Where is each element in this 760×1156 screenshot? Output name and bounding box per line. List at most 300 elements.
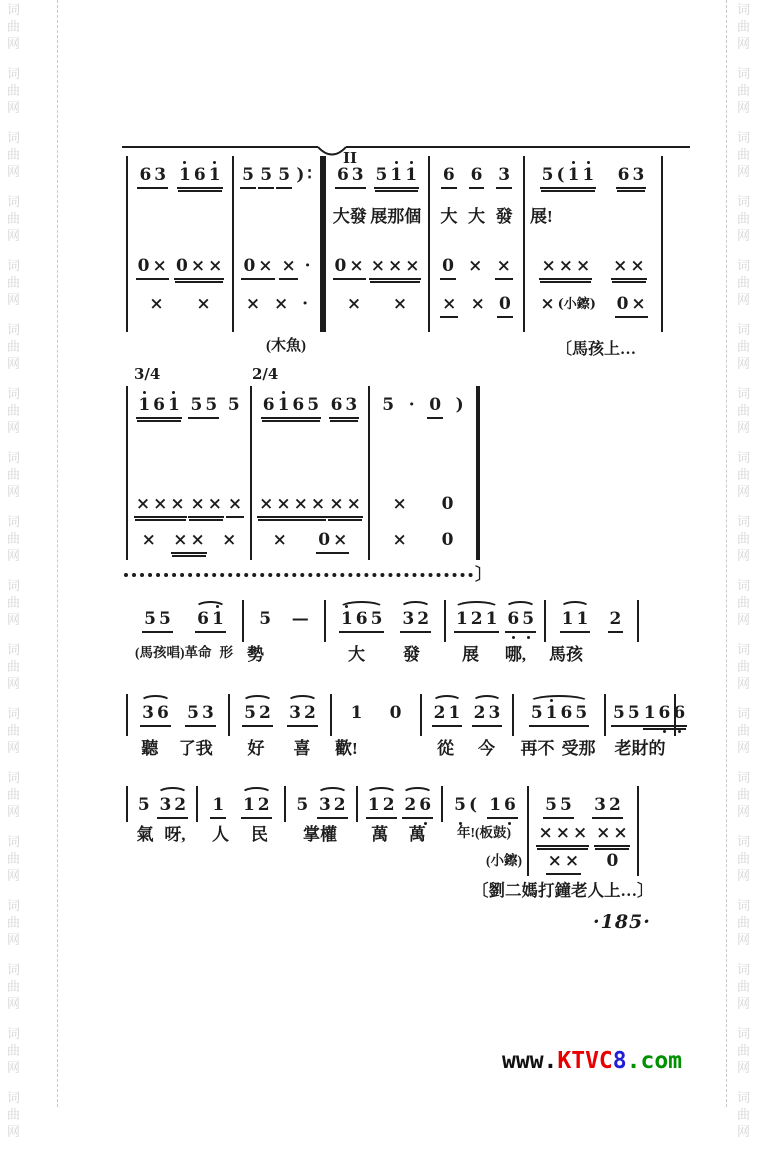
lyric-syllable: 掌權 (303, 825, 337, 844)
note: × (274, 294, 289, 314)
cell-content (126, 642, 242, 661)
watermark-text (737, 580, 750, 627)
note-group (374, 167, 420, 189)
cell-content (230, 694, 330, 727)
time-signature: 2/4 (252, 365, 279, 383)
note-group (611, 258, 647, 280)
measure-cell (126, 292, 232, 332)
note-group (188, 397, 219, 419)
watermark-char: 词 (737, 3, 751, 18)
watermark-text (737, 388, 750, 435)
watermark-text (737, 836, 750, 883)
note-group (349, 705, 365, 723)
note-group (608, 611, 624, 633)
note: × (540, 294, 555, 314)
watermark-text (7, 452, 20, 499)
watermark-char: 曲 (7, 212, 21, 227)
note: — (291, 609, 309, 629)
note: 6 (419, 795, 432, 815)
measure-cell (544, 642, 639, 674)
note-group (380, 397, 396, 415)
watermark-text (737, 132, 750, 179)
note: 5 (144, 609, 156, 629)
cell-content (420, 736, 512, 759)
note-group (147, 296, 165, 314)
note: × (496, 256, 511, 276)
note-group (391, 296, 409, 314)
lyric-syllable: 發 (403, 645, 420, 664)
watermark-text (737, 260, 750, 307)
note-group (369, 258, 422, 280)
watermark-text (737, 68, 750, 115)
note: × (392, 494, 407, 514)
note: 6 (157, 703, 169, 723)
note: 5 (545, 795, 557, 815)
note: 5 (259, 609, 272, 629)
measure-cell (250, 528, 368, 560)
note: × (555, 823, 570, 843)
note-group (136, 397, 182, 419)
cell-content (252, 528, 368, 554)
measure-cell (428, 292, 523, 332)
note-group (329, 397, 360, 419)
note: × (259, 494, 274, 514)
note: 3 (488, 703, 501, 723)
note: × (272, 530, 287, 550)
note: 2 (382, 795, 395, 815)
note: × (245, 294, 261, 314)
note: 5 (522, 609, 535, 629)
note-group (294, 797, 310, 815)
note: 3 (345, 395, 358, 415)
note: 1 (545, 703, 558, 723)
watermark-char: 词 (737, 451, 751, 466)
note: 2 (473, 703, 486, 723)
note-group (226, 397, 242, 415)
note-group (472, 705, 503, 727)
watermark-char: 词 (737, 1027, 751, 1042)
cell-content (356, 822, 441, 845)
right-dashed-border (726, 0, 727, 1107)
note: 0 (441, 530, 454, 550)
note-group (257, 611, 273, 629)
cell-content (441, 850, 527, 869)
measure-cell (428, 156, 523, 204)
measure-cell (368, 492, 476, 528)
watermark-char: 曲 (7, 852, 21, 867)
note-group (496, 167, 512, 189)
note: 1 (138, 395, 151, 415)
note: 5 (530, 703, 543, 723)
note: 6 (262, 395, 275, 415)
measure-cell (284, 786, 356, 822)
watermark-text (737, 516, 750, 563)
watermark-char: 网 (737, 165, 751, 180)
watermark-char: 网 (7, 677, 21, 692)
watermark-char: 网 (737, 1125, 751, 1140)
watermark-char: 曲 (7, 660, 21, 675)
watermark-char: 网 (7, 869, 21, 884)
watermark-char: 网 (737, 37, 751, 52)
watermark-char: 曲 (7, 1108, 21, 1123)
note: 2 (257, 795, 270, 815)
cell-content (234, 254, 320, 280)
note: 1 (489, 795, 502, 815)
note-group (546, 853, 582, 875)
watermark-char: 曲 (737, 532, 751, 547)
lyric-syllable: 馬孩 (549, 645, 583, 664)
system-grid (126, 386, 480, 560)
note: 5 (242, 165, 254, 185)
watermark-char: 词 (7, 323, 21, 338)
measure-cell (368, 432, 476, 492)
note: × (135, 494, 151, 514)
watermark-char: 网 (737, 805, 751, 820)
note: 1 (208, 165, 221, 185)
watermark-text (737, 644, 750, 691)
cell-content (252, 492, 368, 518)
measure-cell (126, 156, 232, 204)
watermark-char: 词 (737, 899, 751, 914)
note-group (592, 797, 623, 819)
note: 1 (643, 703, 656, 723)
measure-cell (126, 204, 232, 254)
note: × (392, 530, 407, 550)
measure-cell (242, 642, 324, 674)
note: 1 (405, 165, 418, 185)
measure-cell (228, 736, 330, 768)
watermark-char: 词 (7, 387, 21, 402)
cell-content (422, 694, 512, 727)
measure-cell (324, 292, 428, 332)
watermark-char: 曲 (7, 404, 21, 419)
note-group (529, 705, 589, 727)
note: 2 (304, 703, 316, 723)
note: × (170, 494, 185, 514)
note-group (432, 705, 463, 727)
measure-cell (444, 642, 544, 674)
cell-content (196, 822, 284, 845)
watermark-char: 曲 (737, 788, 751, 803)
cell-content (326, 292, 428, 314)
note: 3 (289, 703, 301, 723)
watermark-text (7, 68, 20, 115)
note: 0 (499, 294, 511, 314)
watermark-char: 网 (7, 1125, 21, 1140)
note: × (575, 256, 591, 276)
note: ) (455, 395, 464, 415)
lyric-syllable: (小鑔) (486, 853, 522, 868)
cell-content (326, 600, 444, 633)
cell-content (430, 204, 523, 227)
watermark-char: 曲 (737, 660, 751, 675)
watermark-char: 网 (7, 165, 21, 180)
watermark-char: 词 (7, 579, 21, 594)
note: 6 (330, 395, 343, 415)
note: 1 (168, 395, 180, 415)
percussion-continuation-line (124, 560, 492, 585)
lyric-syllable: 老財的 (614, 739, 666, 758)
double-barline (476, 492, 480, 528)
note-group (427, 397, 443, 419)
watermark-char: 词 (737, 771, 751, 786)
note: 1 (340, 609, 353, 629)
watermark-text (7, 900, 20, 947)
cell-content (126, 822, 196, 845)
watermark-char: 词 (7, 835, 21, 850)
watermark-char: 词 (737, 323, 751, 338)
note: 1 (582, 165, 595, 185)
lyric-syllable: 好 (247, 739, 265, 758)
measure-cell (228, 694, 330, 736)
note: 6 (355, 609, 368, 629)
cell-content (126, 736, 228, 759)
note: 3 (632, 165, 645, 185)
note-group (194, 296, 212, 314)
note: 5 (307, 395, 320, 415)
watermark-char: 词 (7, 1091, 21, 1106)
measure-cell (544, 600, 639, 642)
note-group (261, 397, 321, 419)
lyric-syllable: 再不 (520, 739, 555, 758)
measure-cell (232, 204, 320, 254)
note: 0 (318, 530, 331, 550)
cell-content (234, 156, 320, 189)
note-group (241, 258, 274, 280)
note: ( (468, 795, 477, 815)
watermark-char: 网 (737, 229, 751, 244)
watermark-text (7, 324, 20, 371)
watermark-char: 曲 (737, 148, 751, 163)
measure-cell (126, 600, 242, 642)
cell-content (444, 642, 544, 665)
note: 3 (402, 609, 415, 629)
measure-cell (196, 786, 284, 822)
measure-cell (196, 850, 284, 876)
cell-content (525, 292, 661, 318)
note-group (540, 167, 597, 189)
score-system-1 (126, 156, 663, 332)
measure-cell (441, 850, 527, 876)
cell-content (546, 600, 637, 633)
note: · (302, 294, 309, 314)
note: × (346, 494, 361, 514)
site-watermark-part: www. (502, 1048, 558, 1074)
note: 6 (193, 165, 206, 185)
note-group (136, 797, 152, 815)
note: × (208, 256, 223, 276)
note: × (346, 294, 362, 314)
measure-cell (324, 156, 428, 204)
note-group (366, 797, 397, 819)
cell-content (606, 694, 686, 727)
measure-cell (368, 528, 476, 560)
note: × (141, 530, 156, 550)
watermark-char: 词 (7, 643, 21, 658)
watermark-text (737, 1028, 750, 1075)
note: 5 (613, 703, 625, 723)
note-group (171, 532, 207, 554)
watermark-text (7, 644, 20, 691)
watermark-text (7, 196, 20, 243)
watermark-char: 曲 (7, 596, 21, 611)
watermark-char: 网 (737, 101, 751, 116)
note-group (454, 611, 500, 633)
watermark-text (737, 900, 750, 947)
note-group (611, 705, 642, 727)
note-group (258, 167, 274, 189)
watermark-char: 曲 (737, 916, 751, 931)
note: (小鑔) (557, 297, 596, 313)
watermark-text (7, 132, 20, 179)
note: 1 (242, 795, 255, 815)
note-group (210, 797, 226, 819)
watermark-char: 曲 (737, 1044, 751, 1059)
watermark-text (737, 772, 750, 819)
watermark-char: 曲 (7, 916, 21, 931)
note-group (616, 167, 647, 189)
note-group (402, 797, 433, 819)
note-group (615, 296, 648, 318)
measure-cell (126, 822, 196, 850)
measure-cell (527, 822, 639, 850)
cell-content (128, 528, 250, 554)
note: 5 (137, 795, 150, 815)
note-group (560, 611, 591, 633)
lyric-syllable: 從 (437, 739, 454, 758)
lyric-syllable: 呀, (164, 825, 186, 844)
lyric-syllable: 聽 (141, 739, 159, 758)
cell-content (370, 386, 476, 419)
measure-cell (126, 492, 250, 528)
note: 0 (429, 395, 442, 415)
watermark-char: 词 (7, 131, 21, 146)
watermark-char: 网 (737, 741, 751, 756)
note: ∶ (307, 165, 312, 185)
note: 5 (370, 609, 383, 629)
cell-content (430, 292, 523, 318)
measure-cell (324, 642, 444, 674)
left-watermark-column (7, 4, 20, 1156)
watermark-char: 曲 (737, 724, 751, 739)
note: ( (556, 165, 565, 185)
note: 2 (404, 795, 417, 815)
measure-cell (196, 822, 284, 850)
measure-cell (523, 156, 663, 204)
measure-cell (126, 694, 228, 736)
note-group (440, 258, 456, 280)
score-system-5 (126, 786, 639, 876)
note-group (454, 397, 466, 415)
note: × (631, 294, 646, 314)
watermark-char: 曲 (737, 980, 751, 995)
note-group (279, 258, 297, 280)
watermark-char: 网 (7, 997, 21, 1012)
note: 3 (202, 703, 214, 723)
note: 5 (296, 795, 309, 815)
note: 3 (351, 165, 364, 185)
score-system-4 (126, 694, 686, 768)
note: × (276, 494, 291, 514)
note-group (469, 167, 485, 189)
note: 5 (244, 703, 256, 723)
note: 5 (575, 703, 588, 723)
lyric-syllable: 展 (461, 645, 479, 664)
note: 5 (454, 795, 466, 815)
measure-cell (356, 822, 441, 850)
note: × (190, 530, 205, 550)
measure-cell (527, 850, 639, 876)
note: 0 (137, 256, 150, 276)
measure-cell (126, 432, 250, 492)
note-group (303, 258, 313, 276)
note-group (287, 705, 318, 727)
cell-content (529, 850, 637, 875)
note: 3 (498, 165, 511, 185)
system-grid (126, 156, 663, 332)
watermark-text (7, 580, 20, 627)
note: × (173, 530, 188, 550)
note: × (329, 494, 344, 514)
note: 5 (382, 395, 395, 415)
measure-cell (604, 736, 676, 768)
note: 6 (504, 795, 516, 815)
note: × (613, 823, 628, 843)
section-label: II (343, 149, 358, 167)
cell-content (446, 600, 544, 633)
watermark-char: 网 (7, 741, 21, 756)
measure-cell (126, 850, 196, 876)
cell-content (370, 492, 476, 514)
lyric-syllable: 形 (219, 645, 233, 660)
site-watermark-part: .com (626, 1048, 683, 1074)
cell-content (370, 528, 476, 550)
note: 5 (159, 609, 171, 629)
watermark-char: 词 (737, 835, 751, 850)
dotted-rule (124, 573, 473, 577)
note-group (536, 825, 589, 847)
watermark-char: 词 (7, 515, 21, 530)
watermark-char: 词 (737, 1091, 751, 1106)
watermark-char: 曲 (7, 1044, 21, 1059)
watermark-char: 曲 (7, 788, 21, 803)
watermark-char: 曲 (737, 852, 751, 867)
note-group (300, 296, 310, 314)
cell-content (525, 254, 661, 280)
note: 2 (417, 609, 430, 629)
note: 5 (260, 165, 273, 185)
system-grid (126, 694, 686, 768)
cell-content (128, 492, 250, 518)
note-group (388, 705, 404, 723)
note: 6 (153, 395, 165, 415)
watermark-text (7, 388, 20, 435)
note: 6 (197, 609, 209, 629)
measure-cell (527, 786, 639, 822)
note-group (242, 705, 273, 727)
watermark-text (7, 772, 20, 819)
note: × (153, 494, 168, 514)
watermark-text (7, 836, 20, 883)
note: 1 (350, 703, 363, 723)
note: 3 (318, 795, 331, 815)
note: × (538, 823, 553, 843)
cell-content (430, 156, 523, 189)
watermark-char: 词 (737, 67, 751, 82)
system-top-rule (122, 146, 690, 167)
note: 6 (617, 165, 630, 185)
note: 6 (292, 395, 305, 415)
